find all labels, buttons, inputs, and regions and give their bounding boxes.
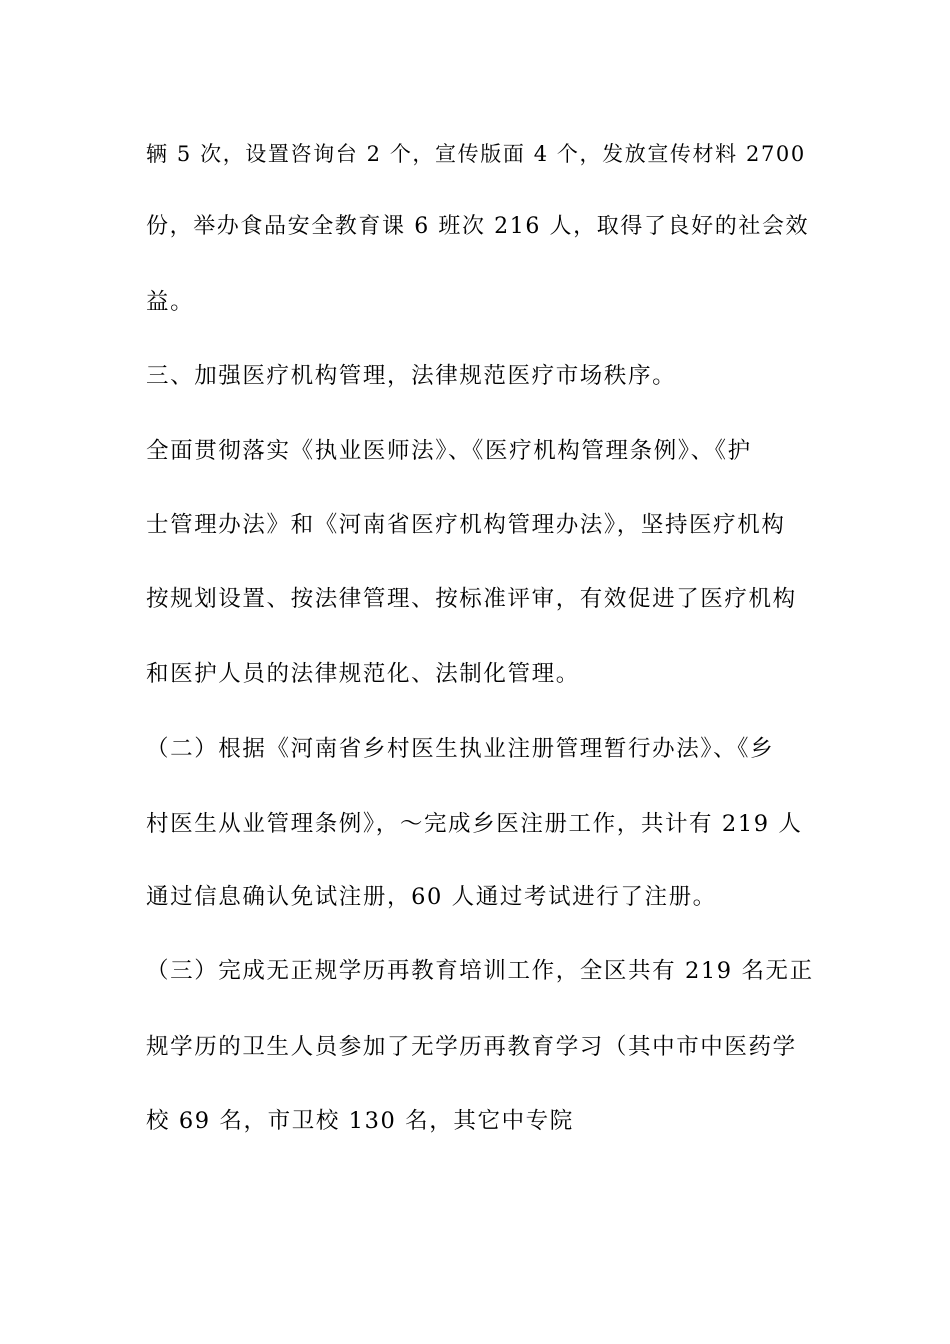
subsection-2-line-2: 村医生从业管理条例》，～完成乡医注册工作，共计有 219 人 (146, 811, 803, 837)
subsection-3-line-3: 校 69 名，市卫校 130 名，其它中专院 (146, 1108, 574, 1134)
text-line-7: 按规划设置、按法律管理、按标准评审，有效促进了医疗机构 (146, 586, 797, 612)
text-line-3: 益。 (146, 289, 195, 315)
text-line-2: 份，举办食品安全教育课 6 班次 216 人，取得了良好的社会效 (146, 214, 810, 239)
text-line-8: 和医护人员的法律规范化、法制化管理。 (146, 661, 580, 687)
subsection-2-line-1: （二）根据《河南省乡村医生执业注册管理暂行办法》、《乡 (146, 736, 775, 762)
text-line-1: 辆 5 次，设置咨询台 2 个，宣传版面 4 个，发放宣传材料 2700 (146, 142, 806, 166)
text-line-5: 全面贯彻落实《执业医师法》、《医疗机构管理条例》、《护 (146, 438, 752, 464)
text-line-6: 士管理办法》和《河南省医疗机构管理办法》，坚持医疗机构 (146, 512, 786, 538)
subsection-2-line-3: 通过信息确认免试注册，60 人通过考试进行了注册。 (146, 884, 717, 910)
section-heading-3: 三、加强医疗机构管理，法律规范医疗市场秩序。 (146, 363, 677, 389)
subsection-3-line-1: （三）完成无正规学历再教育培训工作，全区共有 219 名无正 (146, 958, 814, 984)
subsection-3-line-2: 规学历的卫生人员参加了无学历再教育学习（其中市中医药学 (146, 1034, 797, 1060)
